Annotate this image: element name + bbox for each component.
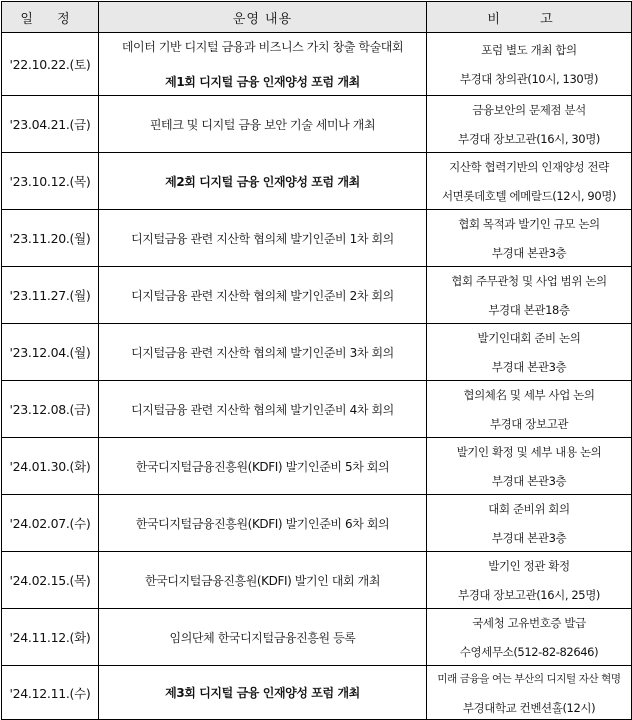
note-cell — [427, 495, 632, 552]
date-cell: '24.12.11.(수) — [2, 666, 99, 720]
note-line: 발기인 정관 확정 — [488, 559, 570, 573]
content-cell: 한국디지털금융진흥원(KDFI) 발기인준비 5차 회의 — [99, 438, 427, 495]
note-cell — [427, 267, 632, 324]
note-location: 서면롯데호텔 에메랄드(12시, 90명) — [441, 189, 617, 203]
note-line: 발기인 확정 및 세부 내용 논의 — [456, 445, 602, 459]
date-cell: '22.10.22.(토) — [2, 33, 99, 96]
note-location: 부경대 본관18층 — [488, 303, 570, 317]
note-cell — [427, 33, 632, 96]
date-cell: '24.01.30.(화) — [2, 438, 99, 495]
note-line: 국세청 고유번호증 발급 — [472, 616, 586, 630]
table-row — [2, 324, 632, 381]
note-line: 포럼 별도 개최 합의 — [481, 43, 577, 57]
schedule-table — [1, 1, 632, 720]
note-location: 부경대 본관3층 — [491, 246, 567, 260]
note-location: 부경대 본관3층 — [491, 531, 567, 545]
note-location: 부경대 본관3층 — [491, 360, 567, 374]
note-line: 미래 금융을 여는 부산의 디지털 자산 혁명 — [437, 672, 621, 685]
content-cell: 제3회 디지털 금융 인재양성 포럼 개최 — [99, 666, 427, 720]
table-row — [2, 210, 632, 267]
note-location: 수영세무소(512-82-82646) — [459, 645, 599, 659]
note-cell — [427, 153, 632, 210]
date-cell: '23.10.12.(목) — [2, 153, 99, 210]
note-cell — [427, 381, 632, 438]
note-location: 부경대학교 컨벤션홀(12시) — [462, 700, 596, 715]
table-row — [2, 495, 632, 552]
note-cell — [427, 96, 632, 153]
content-cell — [99, 33, 427, 96]
header-date: 일 정 — [2, 2, 99, 33]
header-row — [2, 2, 632, 33]
note-cell — [427, 666, 632, 720]
note-line: 금융보안의 문제점 분석 — [472, 103, 586, 117]
date-cell: '23.11.20.(월) — [2, 210, 99, 267]
date-cell: '23.12.08.(금) — [2, 381, 99, 438]
table-row — [2, 33, 632, 96]
date-cell: '24.02.07.(수) — [2, 495, 99, 552]
content-cell: 한국디지털금융진흥원(KDFI) 발기인준비 6차 회의 — [99, 495, 427, 552]
date-cell: '23.11.27.(월) — [2, 267, 99, 324]
content-cell: 핀테크 및 디지털 금융 보안 기술 세미나 개최 — [99, 96, 427, 153]
note-line: 협회 주무관청 및 사업 범위 논의 — [451, 274, 607, 288]
content-cell: 디지털금융 관련 지산학 협의체 발기인준비 3차 회의 — [99, 324, 427, 381]
note-line: 협회 목적과 발기인 규모 논의 — [458, 217, 600, 231]
table-row — [2, 267, 632, 324]
table-row — [2, 609, 632, 666]
note-location: 부경대 본관3층 — [491, 474, 567, 488]
header-content: 운영 내용 — [99, 2, 427, 33]
table-row — [2, 96, 632, 153]
date-cell: '24.11.12.(화) — [2, 609, 99, 666]
note-line: 대회 준비위 회의 — [488, 502, 570, 516]
content-cell: 한국디지털금융진흥원(KDFI) 발기인 대회 개최 — [99, 552, 427, 609]
table-row — [2, 666, 632, 720]
table-row — [2, 153, 632, 210]
note-location: 부경대 장보고관 — [489, 417, 569, 431]
note-line: 지산학 협력기반의 인재양성 전략 — [449, 160, 609, 174]
content-line: 데이터 기반 디지털 금융과 비즈니스 가치 창출 학술대회 — [121, 40, 404, 54]
date-cell: '24.02.15.(목) — [2, 552, 99, 609]
table-row — [2, 552, 632, 609]
note-cell — [427, 324, 632, 381]
table-row — [2, 381, 632, 438]
note-location: 부경대 장보고관(16시, 25명) — [458, 588, 600, 602]
date-cell: '23.12.04.(월) — [2, 324, 99, 381]
content-line-bold: 제1회 디지털 금융 인재양성 포럼 개최 — [165, 75, 360, 89]
note-cell — [427, 609, 632, 666]
note-cell — [427, 552, 632, 609]
note-line: 협의체名 및 세부 사업 논의 — [463, 388, 595, 402]
content-cell: 임의단체 한국디지털금융진흥원 등록 — [99, 609, 427, 666]
content-cell: 디지털금융 관련 지산학 협의체 발기인준비 1차 회의 — [99, 210, 427, 267]
table-row — [2, 438, 632, 495]
note-cell — [427, 438, 632, 495]
content-cell: 디지털금융 관련 지산학 협의체 발기인준비 4차 회의 — [99, 381, 427, 438]
note-location: 부경대 장보고관(16시, 30명) — [458, 132, 600, 146]
note-location: 부경대 창의관(10시, 130명) — [459, 72, 599, 86]
header-note: 비 고 — [427, 2, 632, 33]
note-cell — [427, 210, 632, 267]
content-cell: 제2회 디지털 금융 인재양성 포럼 개최 — [99, 153, 427, 210]
note-line: 발기인대회 준비 논의 — [477, 331, 581, 345]
date-cell: '23.04.21.(금) — [2, 96, 99, 153]
content-cell: 디지털금융 관련 지산학 협의체 발기인준비 2차 회의 — [99, 267, 427, 324]
